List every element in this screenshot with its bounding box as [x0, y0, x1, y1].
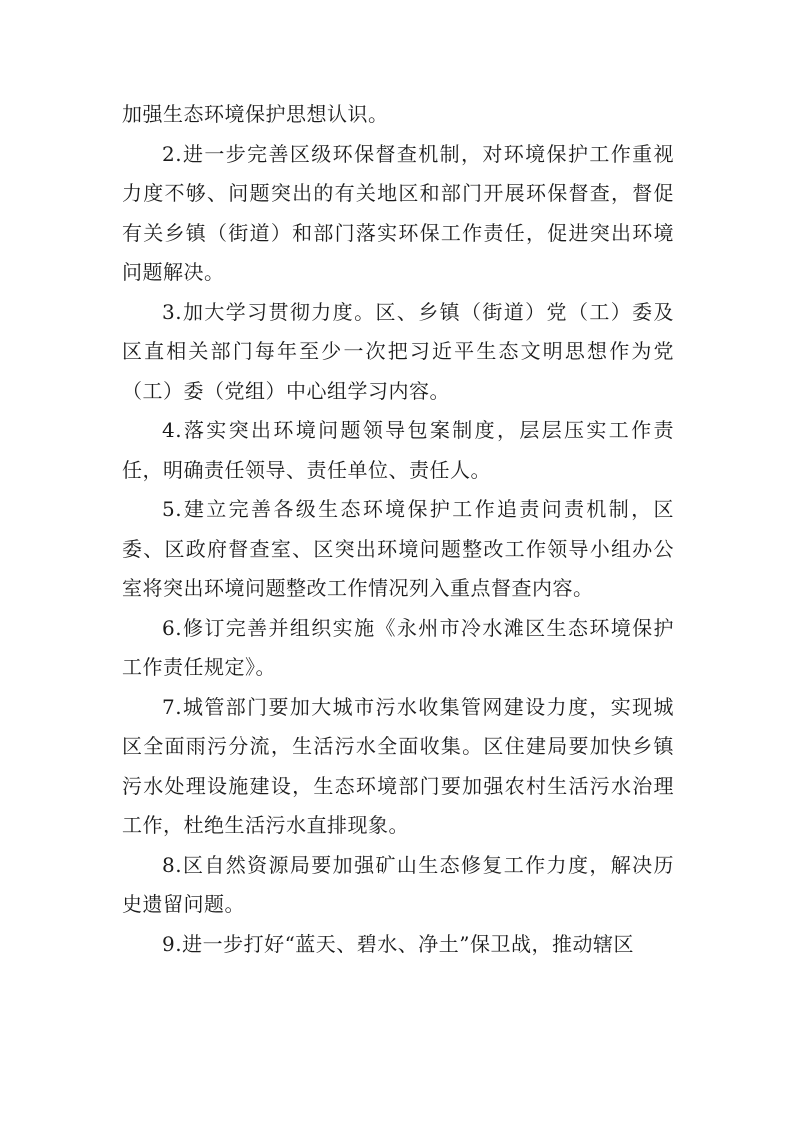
paragraph-item-5: 5.建立完善各级生态环境保护工作追责问责机制，区委、区政府督查室、区突出环境问题整改工作领导小组办公室将突出环境问题整改工作情况列入重点督查内容。	[122, 497, 674, 600]
document-body	[122, 95, 674, 964]
paragraph-item-7: 7.城管部门要加大城市污水收集管网建设力度，实现城区全面雨污分流，生活污水全面收集。区住建局要加快乡镇污水处理设施建设，生态环境部门要加强农村生活污水治理工作，杜绝生活污水直排现象。	[122, 694, 674, 837]
paragraph-item-9: 9.进一步打好“蓝天、碧水、净土”保卫战，推动辖区	[162, 931, 635, 956]
paragraph-item-8: 8.区自然资源局要加强矿山生态修复工作力度，解决历史遗留问题。	[122, 852, 674, 916]
paragraph-item-6: 6.修订完善并组织实施《永州市冷水滩区生态环境保护工作责任规定》。	[122, 615, 674, 679]
paragraph-item-2: 2.进一步完善区级环保督查机制，对环境保护工作重视力度不够、问题突出的有关地区和部门开展环保督查，督促有关乡镇（街道）和部门落实环保工作责任，促进突出环境问题解决。	[122, 141, 674, 284]
paragraph-continuation: 加强生态环境保护思想认识。	[122, 102, 389, 126]
paragraph-item-3: 3.加大学习贯彻力度。区、乡镇（街道）党（工）委及区直相关部门每年至少一次把习近平生态文明思想作为党（工）委（党组）中心组学习内容。	[122, 299, 674, 403]
paragraph-item-4: 4.落实突出环境问题领导包案制度，层层压实工作责任，明确责任领导、责任单位、责任人。	[122, 418, 674, 482]
